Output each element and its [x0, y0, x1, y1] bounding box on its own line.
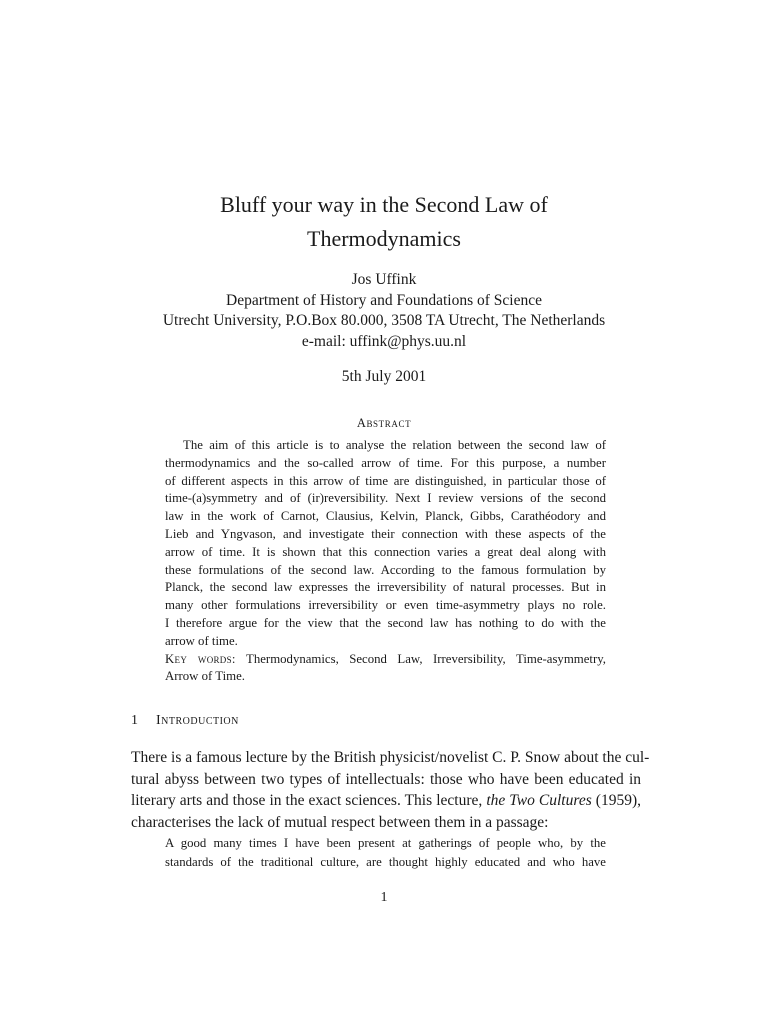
block-quote [165, 834, 606, 871]
keywords-label: Key words: [165, 651, 236, 666]
abstract-line: these formulations of the second law. According to the famous formulation by [165, 562, 606, 577]
abstract-line: arrow of time. [165, 633, 238, 648]
abstract-line: Lieb and Yngvason, and investigate their connection with these aspects of the [165, 526, 606, 541]
abstract-line: of different aspects in this arrow of time are distinguished, in particular those of [165, 473, 606, 488]
abstract-line: law in the work of Carnot, Clausius, Kelvin, Planck, Gibbs, Carathéodory and [165, 509, 606, 524]
section-heading [131, 711, 239, 731]
abstract-body [165, 437, 606, 686]
keywords-line-2: Arrow of Time. [165, 669, 245, 684]
author-block [0, 270, 768, 352]
section-number: 1 [131, 713, 138, 728]
body-paragraph [131, 747, 650, 833]
title-line-1: Bluff your way in the Second Law of [220, 192, 548, 217]
body-line: There is a famous lecture by the British physicist/novelist C. P. Snow about the cul- [131, 749, 650, 766]
section-title: Introduction [156, 713, 239, 728]
abstract-heading: Abstract [356, 416, 412, 430]
abstract-line: arrow of time. It is shown that this connection varies a great deal along with [165, 544, 606, 559]
book-title: the Two Cultures [486, 792, 592, 810]
abstract-line: The aim of this article is to analyse the relation between the second law of [183, 438, 606, 452]
keywords-line [165, 651, 606, 669]
abstract-line: Planck, the second law expresses the irreversibility of natural processes. But in [165, 580, 606, 595]
body-line: characterises the lack of mutual respect between them in a passage: [131, 813, 549, 831]
abstract-line: time-(a)symmetry and of (ir)reversibility. Next I review versions of the second [165, 491, 606, 506]
body-text-segment: (1959), [591, 792, 642, 810]
abstract-line: I therefore argue for the view that the second law has nothing to do with the [165, 615, 606, 630]
title-line-2: Thermodynamics [307, 226, 461, 251]
author-email: e-mail: uffink@phys.uu.nl [301, 332, 467, 350]
body-text-segment: literary arts and those in the exact sciences. This lecture, [131, 792, 487, 810]
author-name: Jos Uffink [351, 271, 417, 288]
quote-line: standards of the traditional culture, are thought highly educated and who have [165, 854, 606, 869]
keywords-text: Thermodynamics, Second Law, Irreversibility, Time-asymmetry, [246, 651, 607, 666]
quote-line: A good many times I have been present at gatherings of people who, by the [165, 836, 606, 850]
body-line: tural abyss between two types of intellectuals: those who have been educated in [131, 770, 641, 788]
paper-date: 5th July 2001 [341, 368, 427, 385]
author-address: Utrecht University, P.O.Box 80.000, 3508 TA Utrecht, The Netherlands [162, 312, 606, 329]
paper-title [0, 188, 768, 256]
author-department: Department of History and Foundations of Science [226, 291, 542, 309]
abstract-line: thermodynamics and the so-called arrow of time. For this purpose, a number [165, 455, 606, 470]
body-line [131, 790, 641, 812]
page-number: 1 [380, 890, 388, 905]
abstract-line: many other formulations irreversibility or even time-asymmetry plays no role. [165, 598, 606, 613]
